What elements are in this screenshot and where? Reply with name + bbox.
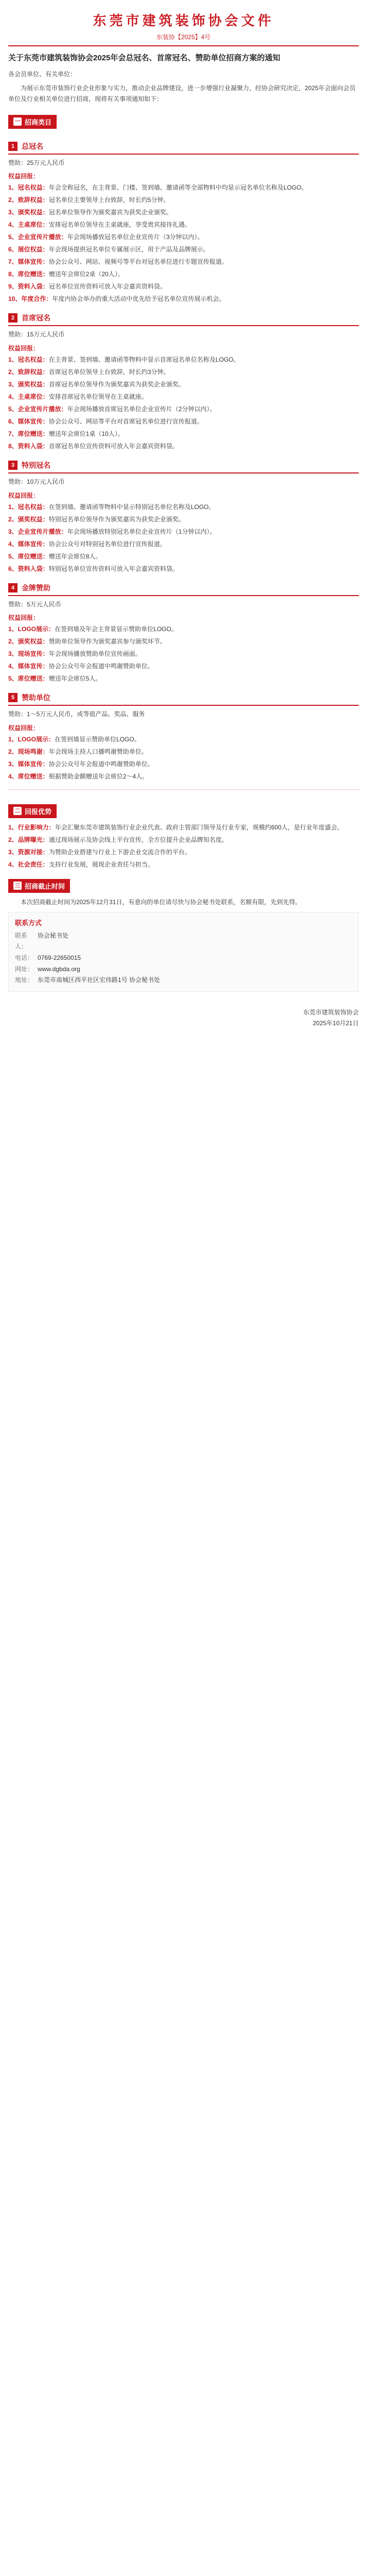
tier-name: 特别冠名 — [22, 461, 50, 469]
rights-item-key: 2、致辞权益： — [8, 368, 49, 376]
tier-block — [8, 313, 359, 452]
tier-price: 赞助：1～5万元人民币，或等值产品、奖品、服务 — [8, 710, 145, 718]
rights-item-text: 赠送年会席位1桌（10人）。 — [48, 430, 124, 437]
advantage-list — [8, 822, 359, 870]
notice-title: 关于东莞市建筑装饰协会2025年会总冠名、首席冠名、赞助单位招商方案的通知 — [8, 54, 281, 62]
contact-value: www.dgbda.org — [38, 965, 80, 973]
tier-name: 总冠名 — [22, 142, 43, 150]
rights-item — [8, 502, 359, 513]
rights-item-text: 年会现场播放冠名单位企业宣传片（3分钟以内）。 — [67, 233, 204, 241]
rights-item-key: 1、冠名权益： — [8, 503, 49, 511]
rights-item-text: 冠名单位主要领导上台致辞，时长约5分钟。 — [48, 196, 170, 204]
rights-item-text: 赠送年会席位2桌（20人）。 — [48, 270, 124, 278]
rights-item-key: 4、媒体宣传： — [8, 540, 49, 548]
rights-item-text: 协会公众号年会报道中鸣谢赞助单位。 — [48, 760, 154, 768]
rights-item-key: 8、席位赠送： — [8, 270, 49, 278]
advantage-text: 年会汇聚东莞市建筑装饰行业企业代表、政府主管部门领导及行业专家，规模约600人，是行业年度盛会。 — [55, 823, 343, 831]
rights-label: 权益回报： — [8, 173, 40, 180]
rights-item — [8, 269, 359, 280]
rights-item-key: 3、媒体宣传： — [8, 760, 49, 768]
section-label: 回报优势 — [25, 807, 52, 816]
rights-item — [8, 539, 359, 550]
rights-item-key: 4、主桌席位： — [8, 221, 49, 229]
tier-price: 赞助：15万元人民币 — [8, 331, 65, 338]
rights-item-key: 5、席位赠送： — [8, 552, 49, 560]
tier-name: 金牌赞助 — [22, 583, 50, 592]
tier-price: 赞助：10万元人民币 — [8, 478, 65, 485]
red-rule-divider — [8, 45, 359, 46]
dashed-divider — [8, 789, 359, 790]
contact-key: 网址： — [15, 965, 34, 973]
rights-item — [8, 404, 359, 415]
tier-block — [8, 583, 359, 685]
rights-item-key: 1、LOGO展示： — [8, 625, 55, 633]
rights-item-key: 10、年度合作： — [8, 295, 53, 303]
rights-item-key: 7、席位赠送： — [8, 430, 49, 437]
contact-value: 协会秘书处 — [38, 931, 69, 939]
section-heading-categories — [8, 115, 57, 129]
rights-item-text: 在主背景、签到墙、邀请函等物料中显示首席冠名单位名称及LOGO。 — [48, 355, 240, 363]
tier-name: 首席冠名 — [22, 314, 50, 323]
rights-item-key: 4、媒体宣传： — [8, 663, 49, 670]
rights-list — [8, 502, 359, 574]
rights-item-text: 协会公众号、网站等平台对首席冠名单位进行宣传报道。 — [48, 417, 203, 425]
section-label: 招商类目 — [25, 118, 52, 126]
rights-item-text: 安排首席冠名单位领导在主桌就座。 — [48, 393, 148, 400]
rights-item-text: 特别冠名单位宣传资料可放入年会嘉宾资料袋。 — [48, 565, 179, 572]
section-heading-deadline — [8, 879, 70, 893]
advantage-item — [8, 847, 359, 858]
advantage-key: 1、行业影响力： — [8, 823, 55, 831]
intro-salutation: 各会员单位、有关单位： — [8, 70, 77, 78]
rights-item-key: 1、冠名权益： — [8, 184, 49, 192]
tier-heading — [8, 141, 359, 155]
rights-label: 权益回报： — [8, 344, 40, 352]
rights-item-text: 赠送年会席位5人。 — [48, 675, 102, 683]
rights-item-text: 年会现场主持人口播鸣谢赞助单位。 — [48, 748, 148, 755]
tier-block — [8, 141, 359, 305]
rights-item-text: 冠名单位宣传资料可放入年会嘉宾资料袋。 — [48, 283, 166, 291]
tier-index: 2 — [8, 313, 18, 323]
section-heading-advantages — [8, 804, 57, 818]
rights-item-key: 5、席位赠送： — [8, 675, 49, 683]
tier-heading — [8, 692, 359, 706]
rights-item-text: 首席冠名单位领导上台致辞，时长约3分钟。 — [48, 368, 170, 376]
rights-item-text: 协会公众号、网站、视频号等平台对冠名单位进行专题宣传报道。 — [48, 258, 228, 266]
rights-item — [8, 281, 359, 292]
rights-item-text: 冠名单位领导作为颁奖嘉宾为获奖企业颁奖。 — [48, 209, 172, 216]
section-number: 二 — [13, 807, 22, 815]
rights-item-key: 3、现场宣传： — [8, 650, 49, 658]
contact-key: 电话： — [15, 954, 34, 961]
contact-rows — [15, 930, 352, 986]
tier-block — [8, 692, 359, 782]
rights-item-text: 协会公众号年会报道中鸣谢赞助单位。 — [48, 663, 154, 670]
rights-item — [8, 294, 359, 304]
rights-item-text: 年会现场播放首席冠名单位企业宣传片（2分钟以内）。 — [67, 405, 216, 413]
tier-index: 4 — [8, 583, 18, 592]
advantage-text: 通过现场展示及协会线上平台宣传，全方位提升企业品牌知名度。 — [48, 836, 228, 843]
advantage-text: 为赞助企业搭建与行业上下游企业交流合作的平台。 — [48, 848, 191, 856]
rights-item-text: 年会现场提供冠名单位专属展示区，用于产品及品牌展示。 — [48, 246, 209, 253]
tier-name: 赞助单位 — [22, 693, 50, 702]
tier-heading — [8, 583, 359, 596]
rights-item-key: 2、颁奖权益： — [8, 515, 49, 523]
advantage-text: 支持行业发展，展现企业责任与担当。 — [48, 860, 154, 868]
rights-item-key: 2、致辞权益： — [8, 196, 49, 204]
contact-box — [8, 912, 359, 992]
tier-heading — [8, 460, 359, 473]
rights-item — [8, 257, 359, 267]
rights-item-key: 2、颁奖权益： — [8, 638, 49, 646]
contact-title: 联系方式 — [15, 919, 42, 927]
signature-block — [8, 1007, 359, 1029]
rights-item — [8, 416, 359, 427]
tier-index: 3 — [8, 461, 18, 470]
tier-index: 1 — [8, 142, 18, 151]
rights-item-text: 安排冠名单位领导在主桌就座，享受贵宾接待礼遇。 — [48, 221, 191, 229]
contact-row — [15, 964, 352, 975]
contact-key: 联系人： — [15, 931, 28, 951]
rights-item — [8, 759, 359, 770]
rights-item-text: 协会公众号对特别冠名单位进行宣传报道。 — [48, 540, 166, 548]
tier-list — [8, 141, 359, 782]
rights-item-key: 7、媒体宣传： — [8, 258, 49, 266]
signature-org: 东莞市建筑装饰协会 — [303, 1008, 359, 1016]
rights-item-text: 根据赞助金额赠送年会席位2～4人。 — [48, 772, 149, 780]
rights-item-key: 2、现场鸣谢： — [8, 748, 49, 755]
rights-list — [8, 182, 359, 304]
rights-item — [8, 182, 359, 193]
contact-row — [15, 930, 352, 953]
rights-item — [8, 551, 359, 562]
section-number: 一 — [13, 117, 22, 126]
tier-price: 赞助：25万元人民币 — [8, 159, 65, 166]
rights-item-key: 1、冠名权益： — [8, 355, 49, 363]
rights-item-key: 5、企业宣传片播放： — [8, 233, 67, 241]
rights-item-text: 特别冠名单位领导作为颁奖嘉宾为获奖企业颁奖。 — [48, 515, 185, 523]
rights-item — [8, 649, 359, 659]
rights-item — [8, 354, 359, 365]
intro-paragraph: 为展示东莞市装饰行业企业形象与实力，推动企业品牌建设，进一步增强行业凝聚力，经协会研究决定，2025年会面向会员单位及行业相关单位进行招商，现将有关事项通知如下： — [8, 84, 356, 103]
rights-item-key: 8、资料入袋： — [8, 442, 49, 450]
rights-list — [8, 624, 359, 684]
rights-item-text: 在签到墙及年会主背景显示赞助单位LOGO。 — [55, 625, 178, 633]
rights-item — [8, 244, 359, 255]
tier-heading — [8, 313, 359, 326]
advantage-key: 2、品牌曝光： — [8, 836, 49, 843]
rights-item-key: 3、颁奖权益： — [8, 380, 49, 388]
rights-item — [8, 441, 359, 452]
rights-list — [8, 354, 359, 452]
rights-item — [8, 747, 359, 757]
rights-item — [8, 232, 359, 243]
rights-item-text: 年会现场播放特别冠名单位企业宣传片（1分钟以内）。 — [67, 528, 216, 535]
advantage-key: 3、资源对接： — [8, 848, 49, 856]
rights-item-text: 年会现场播放赞助单位宣传画面。 — [48, 650, 142, 658]
rights-item — [8, 367, 359, 378]
rights-item — [8, 564, 359, 574]
contact-row — [15, 975, 352, 986]
rights-item — [8, 219, 359, 230]
rights-item-text: 首席冠名单位领导作为颁奖嘉宾为获奖企业颁奖。 — [48, 380, 185, 388]
document-number: 东装协【2025】4号 — [156, 33, 211, 41]
advantage-item — [8, 835, 359, 845]
tier-block — [8, 460, 359, 574]
rights-item-text: 赞助单位领导作为颁奖嘉宾参与颁奖环节。 — [48, 638, 166, 646]
rights-item — [8, 514, 359, 525]
rights-item-text: 在签到墙显示赞助单位LOGO。 — [55, 735, 141, 743]
rights-item — [8, 195, 359, 206]
rights-item-key: 1、LOGO展示： — [8, 735, 55, 743]
rights-item-text: 赠送年会席位8人。 — [48, 552, 102, 560]
rights-item-text: 年度内协会举办的重大活动中优先给予冠名单位宣传展示机会。 — [52, 295, 225, 303]
rights-item — [8, 636, 359, 647]
rights-item — [8, 771, 359, 782]
section-label: 招商截止时间 — [25, 882, 65, 890]
org-title: 东莞市建筑装饰协会文件 — [93, 13, 274, 28]
rights-item-key: 4、主桌席位： — [8, 393, 49, 400]
contact-row — [15, 953, 352, 964]
rights-item-text: 年会全称冠名，在主背景、门楼、签到墙、邀请函等全部物料中均显示冠名单位名称及LOGO。 — [48, 184, 308, 192]
advantage-item — [8, 859, 359, 870]
rights-item-key: 6、资料入袋： — [8, 565, 49, 572]
rights-item — [8, 379, 359, 390]
section-number: 三 — [13, 882, 22, 890]
rights-item — [8, 661, 359, 672]
rights-item — [8, 734, 359, 745]
rights-item-key: 9、资料入袋： — [8, 283, 49, 291]
rights-item-key: 4、席位赠送： — [8, 772, 49, 780]
rights-item — [8, 673, 359, 684]
rights-label: 权益回报： — [8, 492, 40, 499]
rights-item — [8, 392, 359, 402]
rights-item-key: 5、企业宣传片播放： — [8, 405, 67, 413]
rights-item — [8, 207, 359, 218]
tier-price: 赞助：5万元人民币 — [8, 600, 61, 608]
rights-item-text: 首席冠名单位宣传资料可放入年会嘉宾资料袋。 — [48, 442, 179, 450]
document-page — [0, 0, 367, 1050]
advantage-key: 4、社会责任： — [8, 860, 49, 868]
contact-key: 地址： — [15, 976, 34, 984]
contact-value: 0769-22650015 — [38, 954, 81, 961]
contact-value: 东莞市南城区西平社区宏伟路1号 协会秘书处 — [38, 976, 161, 984]
rights-label: 权益回报： — [8, 724, 40, 732]
signature-date: 2025年10月21日 — [312, 1020, 359, 1027]
rights-list — [8, 734, 359, 782]
rights-item — [8, 429, 359, 439]
rights-item-key: 3、企业宣传片播放： — [8, 528, 67, 535]
rights-item — [8, 527, 359, 537]
rights-item-key: 6、媒体宣传： — [8, 417, 49, 425]
rights-item-text: 在签到墙、邀请函等物料中显示特别冠名单位名称及LOGO。 — [48, 503, 215, 511]
advantage-item — [8, 822, 359, 833]
deadline-text: 本次招商截止时间为2025年12月31日，有意向的单位请尽快与协会秘书处联系，名额有限，先到先得。 — [21, 898, 302, 906]
tier-index: 5 — [8, 693, 18, 702]
rights-item-key: 6、展位权益： — [8, 246, 49, 253]
rights-label: 权益回报： — [8, 614, 40, 622]
rights-item — [8, 624, 359, 635]
rights-item-key: 3、颁奖权益： — [8, 209, 49, 216]
